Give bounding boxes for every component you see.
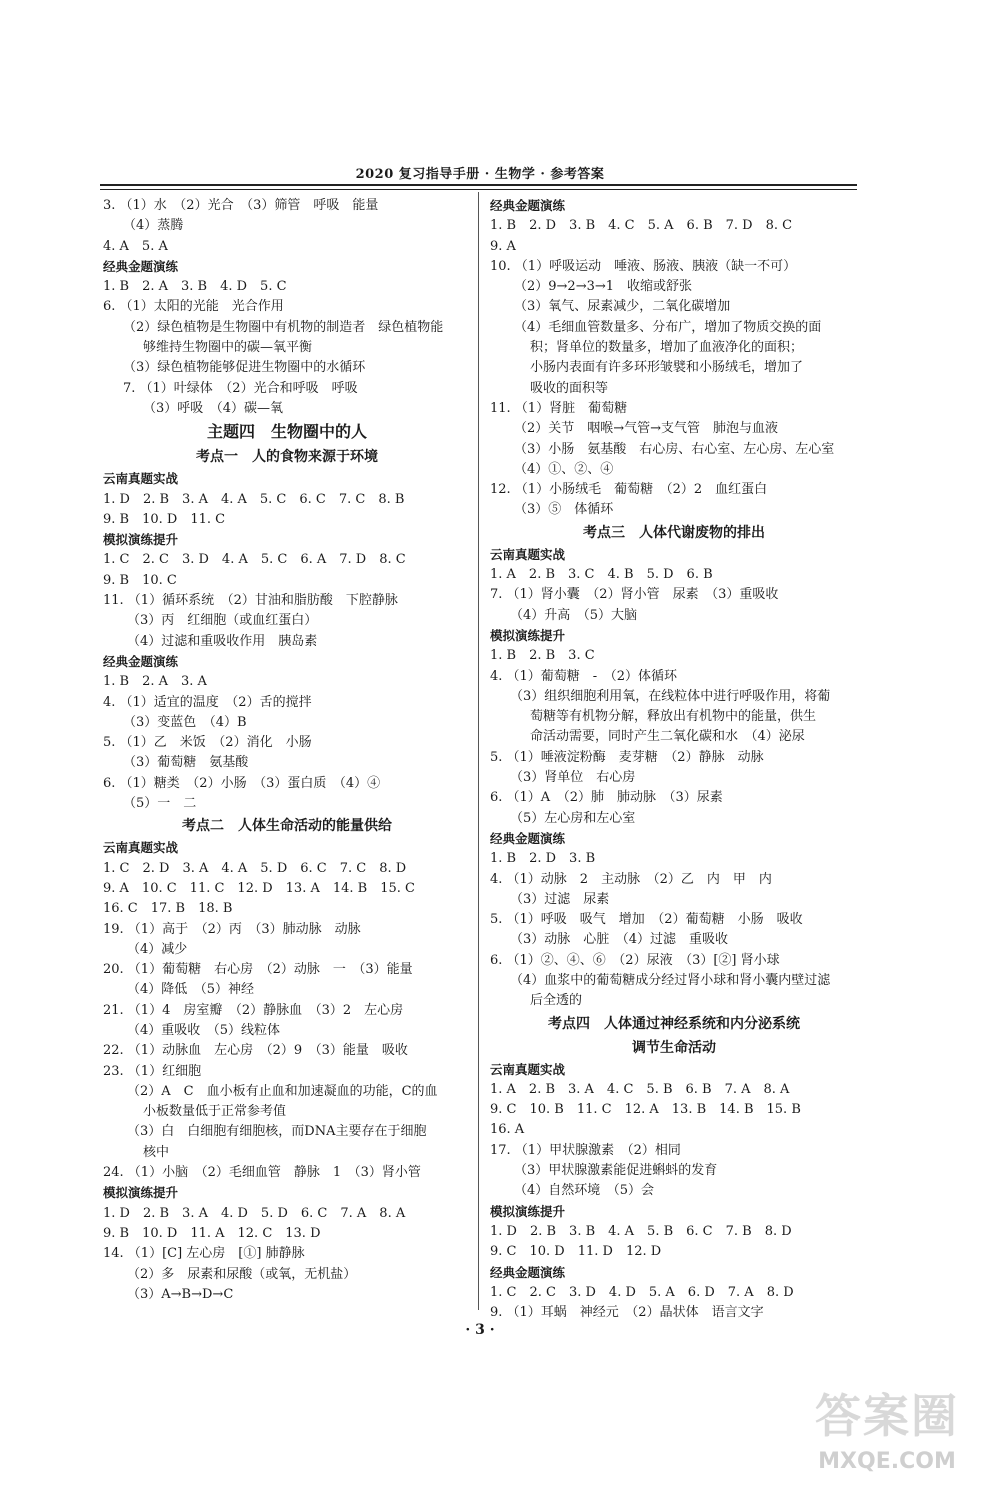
section-heading: 经典金题演练 xyxy=(490,1264,566,1280)
section-heading: 模拟演练提升 xyxy=(490,1203,566,1219)
answer-line: （2）绿色植物是生物圈中有机物的制造者 绿色植物能 xyxy=(123,319,444,335)
section-heading: 经典金题演练 xyxy=(490,830,566,846)
answer-line: 1. B 2. A 3. A xyxy=(103,674,207,690)
answer-line: 9. （1）耳蜗 神经元 （2）晶状体 语言文字 xyxy=(490,1305,764,1321)
answer-line: 9. C 10. D 11. D 12. D xyxy=(490,1244,662,1260)
answer-line: 9. B 10. D 11. C xyxy=(103,511,226,527)
answer-line: 4. A 5. A xyxy=(103,238,168,254)
answer-line: 1. B 2. D 3. B xyxy=(490,851,596,867)
answer-line: （3）A→B→D→C xyxy=(127,1286,234,1302)
section-heading: 云南真题实战 xyxy=(103,471,179,487)
answer-line: 6. （1）②、④、⑥ （2）尿液 （3）[②] 肾小球 xyxy=(490,952,780,968)
answer-line: 3. （1）水 （2）光合 （3）筛管 呼吸 能量 xyxy=(103,198,379,213)
answer-line: （3）呼吸 （4）碳—氧 xyxy=(143,400,284,416)
answer-line: 5. （1）唾液淀粉酶 麦芽糖 （2）静脉 动脉 xyxy=(490,749,764,765)
answer-line: 19. （1）高于 （2）丙 （3）肺动脉 动脉 xyxy=(103,921,361,937)
watermark-url: MXQE.COM xyxy=(818,1449,956,1474)
answer-line: （5）左心房和左心室 xyxy=(510,810,636,826)
answer-line: （4）升高 （5）大脑 xyxy=(510,607,638,623)
answer-line: 吸收的面积等 xyxy=(530,380,609,396)
key-point-title: 考点三 人体代谢废物的排出 xyxy=(583,524,765,541)
answer-line: 1. C 2. C 3. D 4. A 5. C 6. A 7. D 8. C xyxy=(103,552,406,568)
page-header: 2020 复习指导手册 · 生物学 · 参考答案 xyxy=(355,167,605,182)
page-number: · 3 · xyxy=(465,1322,495,1338)
answer-line: （4）毛细血管数量多、分布广，增加了物质交换的面 xyxy=(514,319,822,335)
answer-line: （2）9→2→3→1 收缩或舒张 xyxy=(514,279,693,295)
answer-line: 10. （1）呼吸运动 唾液、肠液、胰液（缺一不可） xyxy=(490,258,797,274)
answer-line: 4. （1）动脉 2 主动脉 （2）乙 内 甲 内 xyxy=(490,871,772,887)
answer-line: 23. （1）红细胞 xyxy=(103,1063,202,1079)
answer-line: （3）肾单位 右心房 xyxy=(510,770,636,786)
answer-line: 够维持生物圈中的碳—氧平衡 xyxy=(143,340,313,356)
answer-line: （3）甲状腺激素能促进蝌蚪的发育 xyxy=(514,1163,718,1179)
answer-line: （3）变蓝色 （4）B xyxy=(123,714,247,730)
answer-line: 1. A 2. B 3. A 4. C 5. B 6. B 7. A 8. A xyxy=(490,1081,790,1097)
answer-line: 1. B 2. A 3. B 4. D 5. C xyxy=(103,279,287,295)
answer-line: 1. B 2. D 3. B 4. C 5. A 6. B 7. D 8. C xyxy=(490,218,793,234)
answer-line: 核中 xyxy=(143,1144,170,1160)
section-heading: 经典金题演练 xyxy=(103,653,179,669)
answer-line: （3）丙 红细胞（或血红蛋白） xyxy=(127,613,318,629)
header-rule-thin xyxy=(100,189,857,190)
right-answer-column xyxy=(490,196,858,1323)
answer-line: 1. A 2. B 3. C 4. B 5. D 6. B xyxy=(490,567,713,583)
answer-line: （3）动脉 心脏 （4）过滤 重吸收 xyxy=(510,932,729,948)
section-heading: 模拟演练提升 xyxy=(103,532,179,548)
answer-line: （4）减少 xyxy=(127,941,188,957)
answer-line: 24. （1）小脑 （2）毛细血管 静脉 1 （3）肾小管 xyxy=(103,1165,421,1181)
answer-line: 1. D 2. B 3. A 4. D 5. D 6. C 7. A 8. A xyxy=(103,1205,406,1221)
answer-line: 21. （1）4 房室瓣 （2）静脉血 （3）2 左心房 xyxy=(103,1002,404,1018)
answer-line: （3）氧气、尿素减少，二氧化碳增加 xyxy=(514,299,731,315)
section-heading: 云南真题实战 xyxy=(490,546,566,562)
answer-line: （4）重吸收 （5）线粒体 xyxy=(127,1022,281,1038)
answer-line: 14. （1）[C] 左心房 [①] 肺静脉 xyxy=(103,1246,305,1262)
answer-line: 12. （1）小肠绒毛 葡萄糖 （2）2 血红蛋白 xyxy=(490,482,768,498)
answer-line: 20. （1）葡萄糖 右心房 （2）动脉 一 （3）能量 xyxy=(103,962,413,978)
answer-line: 萄糖等有机物分解，释放出有机物中的能量，供生 xyxy=(530,709,817,725)
left-answer-column xyxy=(103,196,471,1305)
answer-line: 6. （1）糖类 （2）小肠 （3）蛋白质 （4）④ xyxy=(103,775,381,791)
watermark xyxy=(792,1385,982,1485)
answer-line: （3）绿色植物能够促进生物圈中的水循环 xyxy=(123,360,366,376)
answer-line: 11. （1）肾脏 葡萄糖 xyxy=(490,400,628,416)
answer-line: （5）一 二 xyxy=(123,796,197,812)
watermark-logo: 答案圈 xyxy=(815,1389,959,1443)
key-point-title: 考点二 人体生命活动的能量供给 xyxy=(182,818,392,835)
answer-line: 5. （1）呼吸 吸气 增加 （2）葡萄糖 小肠 吸收 xyxy=(490,912,803,928)
answer-line: （3）葡萄糖 氨基酸 xyxy=(123,755,249,771)
answer-line: （4）血浆中的葡萄糖成分经过肾小球和肾小囊内壁过滤 xyxy=(510,972,831,988)
answer-line: （4）降低 （5）神经 xyxy=(127,982,255,998)
section-heading: 云南真题实战 xyxy=(490,1061,566,1077)
answer-line: 4. （1）适宜的温度 （2）舌的搅拌 xyxy=(103,694,312,710)
answer-line: （4）①、②、④ xyxy=(514,461,614,477)
key-point-title: 考点一 人的食物来源于环境 xyxy=(196,449,378,466)
answer-line: （2）A C 血小板有止血和加速凝血的功能，C的血 xyxy=(127,1083,438,1099)
answer-line: （3）白 白细胞有细胞核，而DNA主要存在于细胞 xyxy=(127,1124,427,1140)
section-heading: 经典金题演练 xyxy=(103,258,179,274)
section-heading: 模拟演练提升 xyxy=(103,1185,179,1201)
section-heading: 云南真题实战 xyxy=(103,840,179,856)
answer-line: 9. A 10. C 11. C 12. D 13. A 14. B 15. C xyxy=(103,880,415,896)
answer-line: 5. （1）乙 米饭 （2）消化 小肠 xyxy=(103,735,312,751)
answer-line: （3）过滤 尿素 xyxy=(510,891,610,907)
answer-line: 22. （1）动脉血 左心房 （2）9 （3）能量 吸收 xyxy=(103,1043,408,1059)
answer-line: 7. （1）叶绿体 （2）光合和呼吸 呼吸 xyxy=(123,380,358,396)
column-divider xyxy=(478,192,479,1310)
section-heading: 经典金题演练 xyxy=(490,198,566,213)
answer-line: 6. （1）太阳的光能 光合作用 xyxy=(103,299,284,315)
answer-line: 7. （1）肾小囊 （2）肾小管 尿素 （3）重吸收 xyxy=(490,587,779,603)
topic-title: 主题四 生物圈中的人 xyxy=(206,422,367,442)
answer-line: 11. （1）循环系统 （2）甘油和脂肪酸 下腔静脉 xyxy=(103,593,398,609)
answer-line: （4）过滤和重吸收作用 胰岛素 xyxy=(127,633,318,649)
answer-line: 小肠内表面有许多环形皱襞和小肠绒毛，增加了 xyxy=(530,360,804,376)
answer-line: 1. D 2. B 3. B 4. A 5. B 6. C 7. B 8. D xyxy=(490,1223,792,1239)
answer-line: 命活动需要，同时产生二氧化碳和水 （4）泌尿 xyxy=(530,729,805,745)
section-heading: 模拟演练提升 xyxy=(490,627,566,643)
answer-line: 9. C 10. B 11. C 12. A 13. B 14. B 15. B xyxy=(490,1102,801,1118)
answer-line: 16. A xyxy=(490,1122,525,1138)
header-rule-thick xyxy=(100,184,857,186)
answer-line: 9. A xyxy=(490,238,516,254)
answer-line: 17. （1）甲状腺激素 （2）相同 xyxy=(490,1142,681,1158)
answer-line: （3）组织细胞利用氧，在线粒体中进行呼吸作用，将葡 xyxy=(510,688,831,704)
answer-line: 1. C 2. C 3. D 4. D 5. A 6. D 7. A 8. D xyxy=(490,1284,794,1300)
answer-line: 9. B 10. C xyxy=(103,572,177,588)
answer-line: 小板数量低于正常参考值 xyxy=(143,1104,287,1120)
answer-line: 积；肾单位的数量多，增加了血液净化的面积； xyxy=(530,340,804,356)
answer-line: （2）多 尿素和尿酸（或氧，无机盐） xyxy=(127,1266,357,1282)
answer-line: （4）蒸腾 xyxy=(123,218,184,234)
answer-line: 9. B 10. D 11. A 12. C 13. D xyxy=(103,1225,321,1241)
answer-line: （4）自然环境 （5）会 xyxy=(514,1183,655,1199)
answer-line: 6. （1）A （2）肺 肺动脉 （3）尿素 xyxy=(490,790,723,806)
answer-line: 4. （1）葡萄糖 - （2）体循环 xyxy=(490,668,677,684)
answer-line: （2）关节 咽喉→气管→支气管 肺泡与血液 xyxy=(514,421,779,437)
key-point-title: 考点四 人体通过神经系统和内分泌系统 xyxy=(548,1015,800,1032)
key-point-title: 调节生命活动 xyxy=(632,1039,716,1056)
answer-line: 16. C 17. B 18. B xyxy=(103,901,233,917)
answer-line: 1. C 2. D 3. A 4. A 5. D 6. C 7. C 8. D xyxy=(103,860,407,876)
answer-line: 1. D 2. B 3. A 4. A 5. C 6. C 7. C 8. B xyxy=(103,491,405,507)
answer-line: 1. B 2. B 3. C xyxy=(490,648,595,664)
answer-line: （3）⑤ 体循环 xyxy=(514,502,614,518)
answer-line: 后全透的 xyxy=(530,993,583,1009)
answer-line: （3）小肠 氨基酸 右心房、右心室、左心房、左心室 xyxy=(514,441,835,457)
